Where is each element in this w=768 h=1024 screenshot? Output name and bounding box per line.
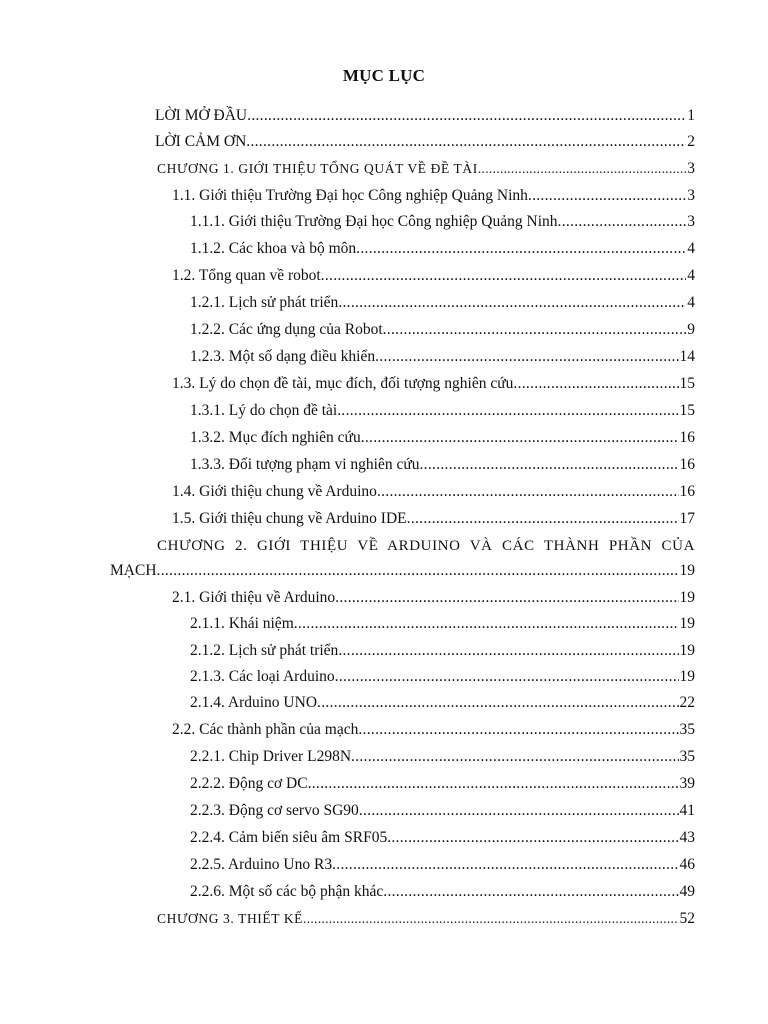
toc-entry-page: 14 [679,348,695,365]
toc-entry[interactable] [190,456,695,474]
toc-entry-page: 46 [679,856,695,873]
toc-entry-text: 1.2.3. Một số dạng điều khiển [190,348,376,365]
toc-entry-text: LỜI CẢM ƠN [155,133,247,150]
toc-entry[interactable] [190,348,695,366]
toc-entry-page: 3 [687,213,695,230]
toc-entry[interactable] [172,267,695,285]
toc-entry-text: 2.2.3. Động cơ servo SG90 [190,802,359,819]
toc-entry-page: 19 [679,642,695,659]
toc-entry-text: 1.2.2. Các ứng dụng của Robot [190,321,383,338]
toc-entry-page: 19 [679,668,695,685]
toc-entry-text: MẠCH [110,562,157,579]
toc-entry-text: 1.1.1. Giới thiệu Trường Đại học Công nghiệp Quảng Ninh [190,213,558,230]
toc-entry[interactable] [190,429,695,447]
toc-entry-text: 1.3.3. Đối tượng phạm vi nghiên cứu [190,456,420,473]
toc-entry-text: 1.2.1. Lịch sử phát triển [190,294,339,311]
toc-entry-text: 2.2.1. Chip Driver L298N [190,748,352,765]
toc-entry[interactable] [190,294,695,312]
toc-chapter-entry-line2[interactable] [110,562,695,580]
toc-entry[interactable] [190,240,695,258]
toc-entry[interactable] [172,483,695,501]
toc-entry-page: 15 [679,402,695,419]
toc-entry-text: 1.3.2. Mục đích nghiên cứu [190,429,361,446]
page-title: MỤC LỤC [342,66,426,85]
toc-entry[interactable] [190,883,695,901]
toc-entry-page: 43 [679,829,695,846]
toc-entry-text: LỜI MỞ ĐẦU [155,107,248,124]
toc-entry-page: 9 [687,321,695,338]
toc-entry-page: 17 [679,510,695,527]
toc-entry-page: 2 [687,133,695,150]
toc-entry[interactable] [190,775,695,793]
toc-entry-page: 19 [679,615,695,632]
toc-entry[interactable] [155,107,695,125]
toc-entry[interactable] [172,510,695,528]
toc-entry-page: 16 [679,483,695,500]
toc-entry-page: 22 [679,694,695,711]
toc-entry-page: 4 [687,240,695,257]
toc-entry-page: 19 [679,562,695,579]
toc-chapter-entry-line1[interactable]: CHƯƠNG 2. GIỚI THIỆU VỀ ARDUINO VÀ CÁC THÀNH PHẦN CỦA [157,538,695,554]
toc-entry-text: 1.1. Giới thiệu Trường Đại học Công nghiệp Quảng Ninh [172,187,528,204]
toc-entry[interactable] [155,133,695,151]
toc-entry-text: CHƯƠNG 1. GIỚI THIỆU TỔNG QUÁT VỀ ĐỀ TÀI [157,161,478,176]
toc-entry[interactable] [172,589,695,607]
toc-entry-text: 2.1.1. Khái niệm [190,615,294,632]
toc-entry-page: 52 [679,910,695,927]
toc-entry-page: 35 [679,748,695,765]
toc-entry-text: 2.1. Giới thiệu về Arduino [172,589,336,606]
toc-entry-text: 2.2.4. Cảm biến siêu âm SRF05 [190,829,388,846]
toc-entry-page: 35 [679,721,695,738]
toc-entry-text: 2.1.4. Arduino UNO [190,694,318,711]
toc-entry-page: 49 [679,883,695,900]
toc-entry-page: 3 [687,160,695,177]
toc-entry-page: 16 [679,429,695,446]
toc-entry-page: 15 [679,375,695,392]
toc-entry-page: 4 [687,267,695,284]
toc-entry-text: 2.2.6. Một số các bộ phận khác [190,883,384,900]
toc-entry-text: CHƯƠNG 3. THIẾT KẾ [157,911,304,926]
toc-chapter-entry[interactable] [157,910,695,928]
toc-entry-text: 2.2.5. Arduino Uno R3 [190,856,333,873]
toc-entry-text: 1.3.1. Lý do chọn đề tài [190,402,338,419]
toc-entry[interactable] [190,856,695,874]
toc-entry[interactable] [190,402,695,420]
toc-entry-page: 3 [687,187,695,204]
toc-entry-text: 2.1.2. Lịch sử phát triển [190,642,339,659]
toc-entry[interactable] [190,694,695,712]
toc-entry[interactable] [190,802,695,820]
toc-entry-text: 1.4. Giới thiệu chung về Arduino [172,483,377,500]
toc-entry-page: 16 [679,456,695,473]
toc-entry-text: 2.1.3. Các loại Arduino [190,668,335,685]
toc-entry-text: 1.2. Tổng quan về robot [172,267,321,284]
toc-entry[interactable] [172,721,695,739]
toc-entry[interactable] [190,615,695,633]
toc-entry-page: 39 [679,775,695,792]
toc-entry-page: 41 [679,802,695,819]
toc-chapter-entry[interactable] [157,160,695,178]
toc-entry[interactable] [190,829,695,847]
toc-entry[interactable] [190,668,695,686]
toc-entry-page: 19 [679,589,695,606]
toc-entry-text: 2.2.2. Động cơ DC [190,775,308,792]
toc-entry-page: 1 [687,107,695,124]
toc-entry[interactable] [190,321,695,339]
toc-entry-text: 1.1.2. Các khoa và bộ môn [190,240,357,257]
toc-entry-text: 1.5. Giới thiệu chung về Arduino IDE [172,510,407,527]
toc-entry[interactable] [190,213,695,231]
toc-entry[interactable] [190,642,695,660]
toc-entry-text: 2.2. Các thành phần của mạch [172,721,359,738]
toc-entry-text: 1.3. Lý do chọn đề tài, mục đích, đối tượng nghiên cứu [172,375,514,392]
toc-entry[interactable] [172,187,695,205]
toc-entry[interactable] [172,375,695,393]
toc-entry-page: 4 [687,294,695,311]
toc-entry[interactable] [190,748,695,766]
